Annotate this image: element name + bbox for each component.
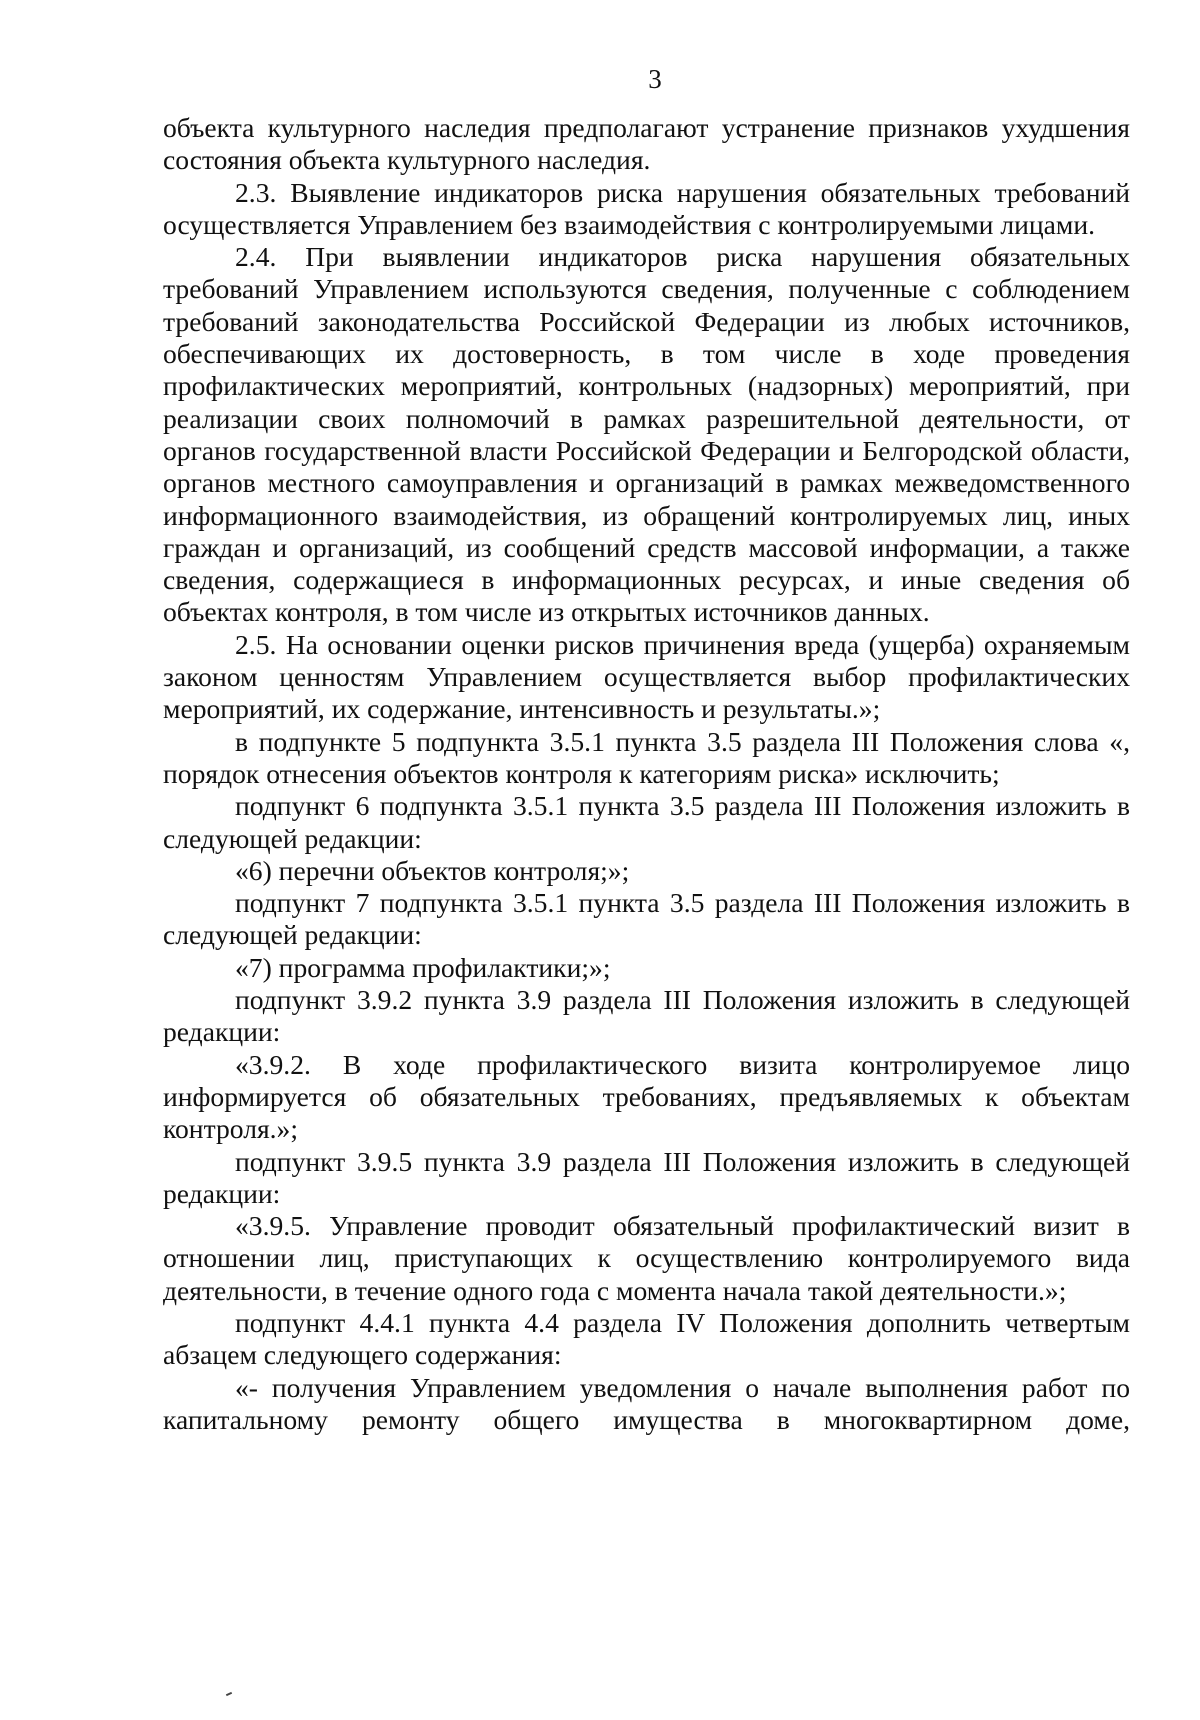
paragraph-subpoint-7: подпункт 7 подпункта 3.5.1 пункта 3.5 раздела III Положения изложить в следующей редакции: xyxy=(163,887,1130,951)
scan-mark xyxy=(226,1692,232,1696)
paragraph-subpoint-3-9-5: подпункт 3.9.5 пункта 3.9 раздела III Положения изложить в следующей редакции: xyxy=(163,1145,1130,1209)
paragraph-item-3-9-5: «3.9.5. Управление проводит обязательный профилактический визит в отношении лиц, приступающих к осуществлению контролируемого вида деятельности, в течение одного года с момента начала такой деятельности.»; xyxy=(163,1210,1130,1306)
paragraph-subpoint-3-9-2: подпункт 3.9.2 пункта 3.9 раздела III Положения изложить в следующей редакции: xyxy=(163,984,1130,1048)
paragraph-2-5: 2.5. На основании оценки рисков причинения вреда (ущерба) охраняемым законом ценностям Управлением осуществляется выбор профилактических мероприятий, их содержание, интенсивность и результаты.»; xyxy=(163,628,1130,725)
page-number: 3 xyxy=(648,64,662,94)
document-body xyxy=(163,112,1130,1436)
paragraph-item-7: «7) программа профилактики;»; xyxy=(235,951,611,983)
paragraph-subpoint-6: подпункт 6 подпункта 3.5.1 пункта 3.5 раздела III Положения изложить в следующей редакции: xyxy=(163,790,1130,854)
paragraph-0: объекта культурного наследия предполагают устранение признаков ухудшения состояния объекта культурного наследия. xyxy=(163,112,1130,176)
paragraph-item-6: «6) перечни объектов контроля;»; xyxy=(235,854,630,886)
paragraph-2-3: 2.3. Выявление индикаторов риска нарушения обязательных требований осуществляется Управлением без взаимодействия с контролируемыми лицами. xyxy=(163,176,1130,240)
paragraph-subpoint-5: в подпункте 5 подпункта 3.5.1 пункта 3.5 раздела III Положения слова «, порядок отнесения объектов контроля к категориям риска» исключить; xyxy=(163,725,1130,789)
paragraph-subpoint-4-4-1: подпункт 4.4.1 пункта 4.4 раздела IV Положения дополнить четвертым абзацем следующего содержания: xyxy=(163,1306,1130,1371)
paragraph-item-3-9-2: «3.9.2. В ходе профилактического визита контролируемое лицо информируется об обязательных требованиях, предъявляемых к объектам контроля.»; xyxy=(163,1048,1130,1145)
paragraph-item-4-4-1: «- получения Управлением уведомления о начале выполнения работ по капитальному ремонту общего имущества в многоквартирном доме, xyxy=(163,1371,1130,1435)
paragraph-2-4: 2.4. При выявлении индикаторов риска нарушения обязательных требований Управлением используются сведения, полученные с соблюдением требований законодательства Российской Федерации из любых источников, обеспечивающих их достоверность, в том числе в ходе проведения профилактических мероприятий, контрольных (надзорных) мероприятий, при реализации своих полномочий в рамках разрешительной деятельности, от органов государственной власти Российской Федерации и Белгородской области, органов местного самоуправления и организаций в рамках межведомственного информационного взаимодействия, из обращений контролируемых лиц, иных граждан и организаций, из сообщений средств массовой информации, а также сведения, содержащиеся в информационных ресурсах, и иные сведения об объектах контроля, в том числе из открытых источников данных. xyxy=(163,241,1130,628)
